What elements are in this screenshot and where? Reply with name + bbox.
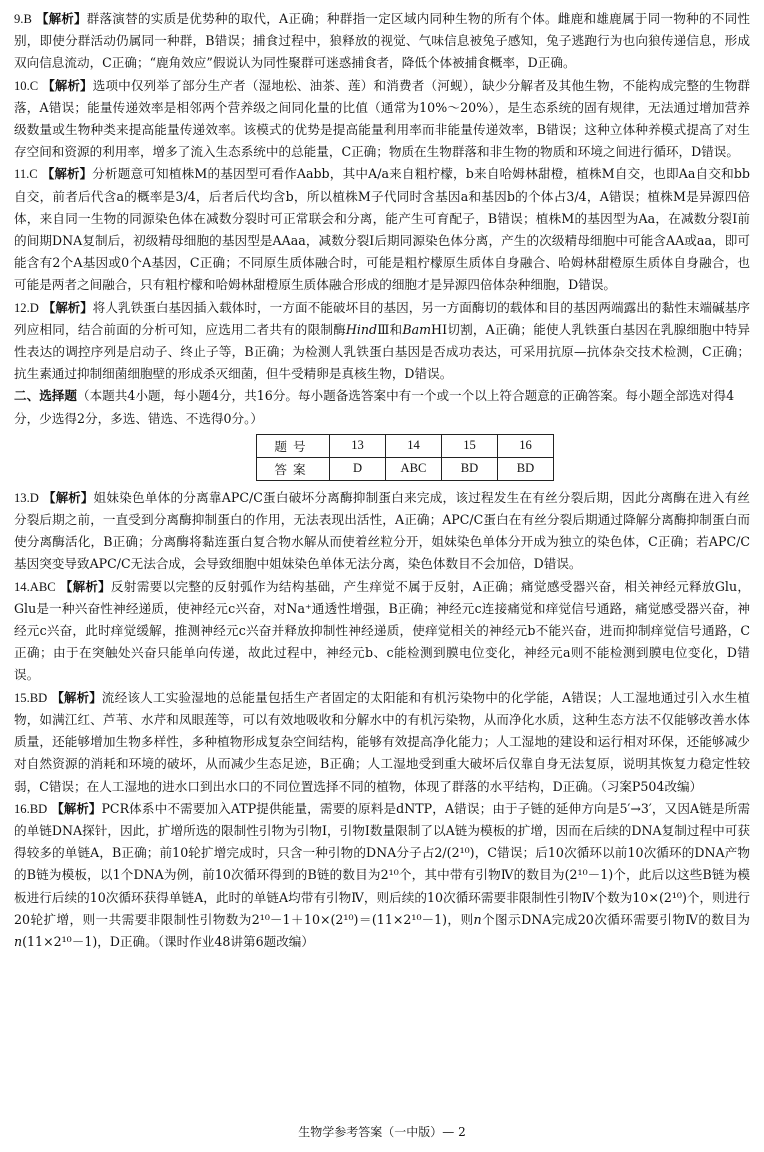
answer-q14 — [14, 576, 750, 687]
q16-text-a: PCR体系中不需要加入ATP提供能量，需要的原料是dNTP，A错误；由于子链的延伸方向是5′→3′，又因A链是所需的单链DNA探针，因此，扩增所选的限制性引物为引物Ⅰ，引物Ⅰ数量限制了以A链为模板的扩增，因而在后续的DNA复制过程中可获得较多的单链A，B正确；前10轮扩增完成时，只含一种引物的DNA分子占2/(2¹⁰)，C错误；后10次循环以前10次循环的DNA产物的B链为模板，以1个DNA为例，前10次循环得到的B链的数目为2¹⁰个，其中带有引物Ⅳ的数目为(2¹⁰－1)个，此后以这些B链为模板进行后续的10次循环获得单链A，此时的单链A均带有引物Ⅳ，则后续的10次循环需要非限制性引物Ⅳ个数为10×(2¹⁰)个，则进行20轮扩增，则一共需要非限制性引物数为2¹⁰－1＋10×(2¹⁰)＝(11×2¹⁰－1)，则 — [14, 800, 751, 927]
answer-table-answer-cell: D — [330, 457, 386, 480]
q16-variable-n: n — [473, 911, 482, 927]
answer-table-answer-label: 答案 — [257, 457, 330, 480]
q12-number: 12.D — [14, 300, 39, 315]
q16-number: 16.BD — [14, 801, 48, 816]
q13-number: 13.D — [14, 490, 39, 505]
answer-table-number-row — [257, 434, 554, 457]
answer-page — [14, 8, 750, 953]
q13-text: 姐妹染色单体的分离靠APC/C蛋白破坏分离酶抑制蛋白来完成，该过程发生在有丝分裂后期，因此分离酶在进入有丝分裂后期之前，一直受到分离酶抑制蛋白的作用，无法表现出活性，A正确；APC/C蛋白在有丝分裂后期通过降解分离酶抑制蛋白而使分离酶活化，B正确；分离酶将黏连蛋白复合物水解从而使着丝粒分开，姐妹染色单体分开成为独立的染色体，C正确；若APC/C基因突变导致APC/C无法合成，会导致细胞中姐妹染色单体无法分离，染色体数目不会加倍，D错误。 — [14, 489, 750, 572]
q11-text: 分析题意可知植株M的基因型可看作Aabb，其中A/a来自粗柠檬，b来自哈姆林甜橙，植株M自交，也即Aa自交和bb自交，前者后代含a的概率是3/4，后者后代均含b，所以植株M子代同时含基因a和基因b的个体占3/4，A错误；植株M是异源四倍体，来自同一生物的同源染色体在减数分裂时可正常联会和分离，能产生可育配子，B错误；植株M的基因型为Aa，在减数分裂Ⅰ前的间期DNA复制后，初级精母细胞的基因型是AAaa，减数分裂Ⅰ后期同源染色体分离，产生的次级精母细胞中可能含AA或aa，即可能含有2个A基因或0个A基因，C正确；不同原生质体融合时，可能是粗柠檬原生质体自身融合、哈姆林甜橙原生质体自身融合，也可能是两者之间融合，只有粗柠檬和哈姆林甜橙原生质体融合形成的细胞才是异源四倍体杂种细胞，D错误。 — [14, 166, 750, 293]
q13-analysis-tag: 【解析】 — [43, 489, 94, 505]
q16-analysis-tag: 【解析】 — [51, 800, 102, 816]
q9-analysis-tag: 【解析】 — [36, 11, 87, 26]
q12-enzyme-hind-roman: Ⅲ — [377, 321, 390, 337]
q10-text: 选项中仅列举了部分生产者（湿地松、油茶、莲）和消费者（河蚬），缺少分解者及其他生物，不能构成完整的生物群落，A错误；能量传递效率是相邻两个营养级之间同化量的比值（通常为10%～20%），是生态系统的固有规律，无法通过增加营养级数量或生物种类来提高能量传递效率。该模式的优势是提高能量利用率而非能量传递效率，B错误；这种立体种养模式提高了对生存空间和资源的利用率，增多了流入生态系统中的总能量，C正确；物质在生物群落和非生物的物质和环境之间进行循环，D错误。 — [14, 77, 751, 160]
q15-analysis-tag: 【解析】 — [51, 689, 102, 705]
section-2-heading: 二、选择题 — [14, 388, 77, 404]
answer-table-answer-row — [257, 457, 554, 480]
answer-table-answer-cell: ABC — [386, 457, 442, 480]
q14-text: 反射需要以完整的反射弧作为结构基础，产生痒觉不属于反射，A正确；痛觉感受器兴奋，相关神经元释放Glu，Glu是一种兴奋性神经递质，使神经元c兴奋，对Na⁺通透性增强，B正确；神经元c连接痛觉和痒觉信号通路，痛觉感受器兴奋，神经元c兴奋，此时痒觉缓解，推测神经元c兴奋并释放抑制性神经递质，使痒觉相关的神经元b不能兴奋，进而抑制痒觉信号通路，C正确；由于在突触处兴奋只能单向传递，故此过程中，神经元b、c能检测到膜电位变化，神经元a则不能检测到膜电位变化，D错误。 — [14, 578, 750, 683]
q11-number: 11.C — [14, 167, 38, 182]
answer-table-answer-cell: BD — [442, 457, 498, 480]
q12-analysis-tag: 【解析】 — [42, 299, 93, 315]
page-footer: 生物学参考答案（一中版）— 2 — [298, 1125, 466, 1139]
q16-variable-n-2: n — [14, 933, 23, 949]
section-2-instructions: （本题共4小题，每小题4分，共16分。每小题备选答案中有一个或一个以上符合题意的正确答案。每小题全部选对得4分，少选得2分，多选、错选、不选得0分。） — [14, 388, 735, 426]
answer-table-number-cell: 16 — [498, 434, 554, 457]
q12-text-c: 切割，A正确；能使人乳铁蛋白基因在乳腺细胞中特异性表达的调控序列是启动子、终止子等，B正确；为检测人乳铁蛋白基因是否成功表达，可采用抗原—抗体杂交技术检测，C正确；抗生素通过抑制细菌细胞壁的形成杀灭细菌，但牛受精卵是真核生物，D错误。 — [14, 321, 751, 382]
answer-table-answer-cell: BD — [498, 457, 554, 480]
answer-table-number-label: 题号 — [257, 434, 330, 457]
section-2-header — [14, 385, 750, 429]
q10-number: 10.C — [14, 78, 39, 93]
q16-text-b: 个图示DNA完成20次循环需要引物Ⅳ的数目为 — [481, 911, 751, 927]
q9-number: 9.B — [14, 12, 32, 26]
q11-analysis-tag: 【解析】 — [41, 166, 93, 182]
q14-number: 14.ABC — [14, 579, 56, 594]
answer-q9 — [14, 8, 750, 75]
q9-text: 群落演替的实质是优势种的取代，A正确；种群指一定区域内同种生物的所有个体。雌鹿和雄鹿属于同一物种的不同性别，即使分群活动仍属同一种群，B错误；捕食过程中，狼释放的视觉、气味信息被兔子感知，兔子逃跑行为也向狼传递信息，形成双向信息流动，C正确；“鹿角效应”假说认为同性聚群可迷惑捕食者，降低个体被捕食概率，D正确。 — [14, 11, 750, 71]
q12-text-a: 将人乳铁蛋白基因插入载体时，一方面不能破坏目的基因，另一方面酶切的载体和目的基因两端露出的黏性末端碱基序列应相同，结合前面的分析可知，应选用二者共有的限制酶 — [14, 299, 751, 337]
q16-text-c: (11×2¹⁰－1)，D正确。（课时作业48讲第6题改编） — [22, 933, 314, 949]
answer-q11 — [14, 163, 750, 296]
q15-text: 流经该人工实验湿地的总能量包括生产者固定的太阳能和有机污染物中的化学能，A错误；人工湿地通过引入水生植物，如满江红、芦苇、水芹和凤眼莲等，可以有效地吸收和分解水中的有机污染物，从而净化水质，这种生态方法不仅能够改善水体质量，还能够增加生物多样性，多种植物形成复杂空间结构，能够有效提高净化能力；人工湿地的建设和运行相对环保，还能够减少对自然资源的消耗和环境的破坏，从而减少生态足迹，B正确；人工湿地受到重大破坏后仅靠自身无法复原，说明其恢复力稳定性较弱，C错误；在人工湿地的进水口到出水口的不同位置选择不同的植物，体现了群落的水平结构，D正确。（习案P504改编） — [14, 689, 750, 794]
q15-number: 15.BD — [14, 690, 48, 705]
q12-enzyme-hind: Hind — [345, 321, 378, 337]
answer-q12 — [14, 297, 750, 386]
q10-analysis-tag: 【解析】 — [42, 77, 93, 93]
answer-table-number-cell: 14 — [386, 434, 442, 457]
answer-q10 — [14, 75, 750, 164]
answer-table-number-cell: 13 — [330, 434, 386, 457]
answer-table — [256, 434, 554, 481]
q12-text-b: 和 — [389, 321, 403, 337]
answer-q15 — [14, 687, 750, 798]
answer-q13 — [14, 487, 750, 576]
answer-table-number-cell: 15 — [442, 434, 498, 457]
answer-q16 — [14, 798, 750, 953]
q12-enzyme-bam: Bam — [402, 321, 432, 337]
q14-analysis-tag: 【解析】 — [59, 578, 111, 594]
q12-enzyme-bam-rest: HⅠ — [431, 321, 448, 337]
